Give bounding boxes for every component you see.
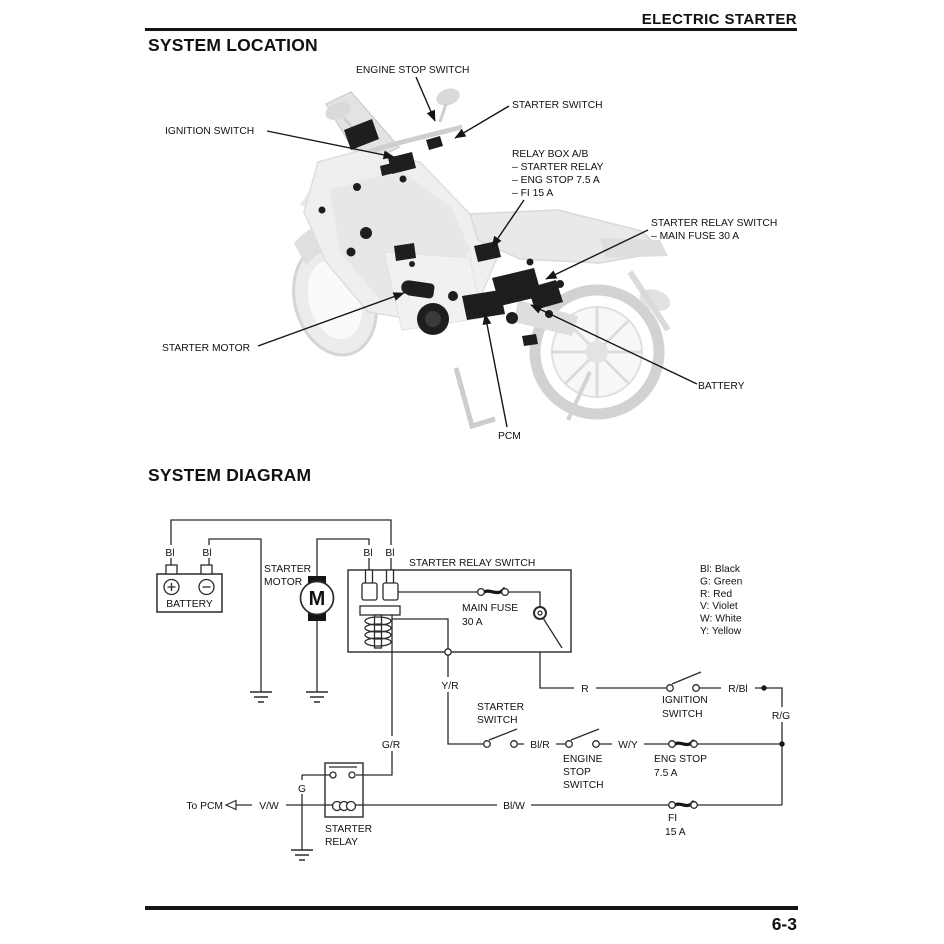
motorcycle-illustration [281,86,673,426]
wire-label-g: G [297,784,307,795]
main-fuse-symbol [478,589,509,596]
ring-terminal [534,607,546,619]
starter-relay-label-2: RELAY [325,837,359,848]
wire-label-bl: Bl [202,548,212,559]
starter-switch-label-1: STARTER [477,702,525,713]
legend-entry: W: White [700,613,742,625]
motor-m-symbol: M [308,588,326,610]
header-rule [145,28,797,31]
system-location-figure [145,55,805,455]
legend-entry: Bl: Black [700,564,741,575]
ignition-switch-label-1: IGNITION [662,695,708,706]
eng-stop-fuse-label-2: 7.5 A [654,768,678,779]
junction-dot [761,685,766,690]
legend-entry: Y: Yellow [700,626,742,637]
engine-stop-switch-label-1: ENGINE [563,754,603,765]
footer-rule [145,906,798,910]
callout-engine-stop-switch: ENGINE STOP SWITCH [356,65,470,76]
battery-label: BATTERY [166,599,213,610]
to-pcm-arrow [226,801,236,810]
system-diagram-heading: SYSTEM DIAGRAM [148,465,312,485]
callout-relay-box-3: – ENG STOP 7.5 A [512,175,600,186]
legend-entry: G: Green [700,576,743,588]
wire-label-wy: W/Y [618,740,638,751]
starter-switch-symbol [484,729,518,747]
callout-ignition-switch: IGNITION SWITCH [165,126,255,137]
engine-stop-switch-label-3: SWITCH [563,780,604,791]
callout-starter-motor: STARTER MOTOR [162,343,251,354]
starter-relay-label-1: STARTER [325,824,373,835]
wire-label-blw: Bl/W [503,801,525,812]
callout-relay-box-4: – FI 15 A [512,188,554,199]
callout-relay-box-2: – STARTER RELAY [512,162,604,173]
starter-switch-label-2: SWITCH [477,715,518,726]
eng-stop-fuse-label-1: ENG STOP [654,754,708,765]
handlebar-switch [426,136,443,150]
to-pcm-label: To PCM [186,801,223,812]
right-mirror [434,86,462,109]
junction-dot [779,741,784,746]
ground-symbols [250,692,328,860]
callout-relay-box-1: RELAY BOX A/B [512,149,589,160]
main-fuse-label-2: 30 A [462,617,483,628]
relay-switch-internals [360,570,400,648]
wire-label-r: R [581,684,589,695]
legend-entry: V: Violet [700,601,738,613]
fi-fuse-label-2: 15 A [665,827,686,838]
callout-pcm: PCM [498,431,521,442]
system-diagram-figure [145,500,810,875]
wire-label-rg: R/G [771,711,791,722]
wire-label-vw: V/W [259,801,279,812]
wire-label-yr: Y/R [441,681,459,692]
connector-junction [445,649,451,655]
ignition-switch-symbol [667,672,701,691]
center-stand [456,368,495,426]
callout-battery: BATTERY [698,381,745,392]
page-number: 6-3 [771,914,797,934]
page-title: ELECTRIC STARTER [641,11,797,28]
wire-label-bl: Bl [385,548,395,559]
callout-starter-relay-switch-2: – MAIN FUSE 30 A [651,231,740,242]
callout-starter-switch: STARTER SWITCH [512,100,603,111]
starter-motor-label-1: STARTER [264,564,312,575]
relay-switch-label: STARTER RELAY SWITCH [409,558,536,569]
legend-entry: R: Red [700,588,733,600]
wire-label-gr: G/R [381,740,401,751]
wire-label-blr: Bl/R [530,740,550,751]
wire-label-bl: Bl [165,548,175,559]
wire-label-rbl: R/Bl [728,684,748,695]
fi-fuse-label-1: FI [668,813,678,824]
starter-motor-label-2: MOTOR [264,577,303,588]
engine-stop-switch-label-2: STOP [563,767,591,778]
callout-starter-relay-switch-1: STARTER RELAY SWITCH [651,218,778,229]
eng-stop-fuse-symbol [669,741,698,748]
ignition-switch-label-2: SWITCH [662,709,703,720]
starter-relay-internals [329,767,357,811]
engine-stop-switch-symbol [566,729,600,747]
wire-label-bl: Bl [363,548,373,559]
fi-fuse-symbol [669,802,698,809]
system-location-heading: SYSTEM LOCATION [148,35,318,55]
main-fuse-label-1: MAIN FUSE [462,603,519,614]
